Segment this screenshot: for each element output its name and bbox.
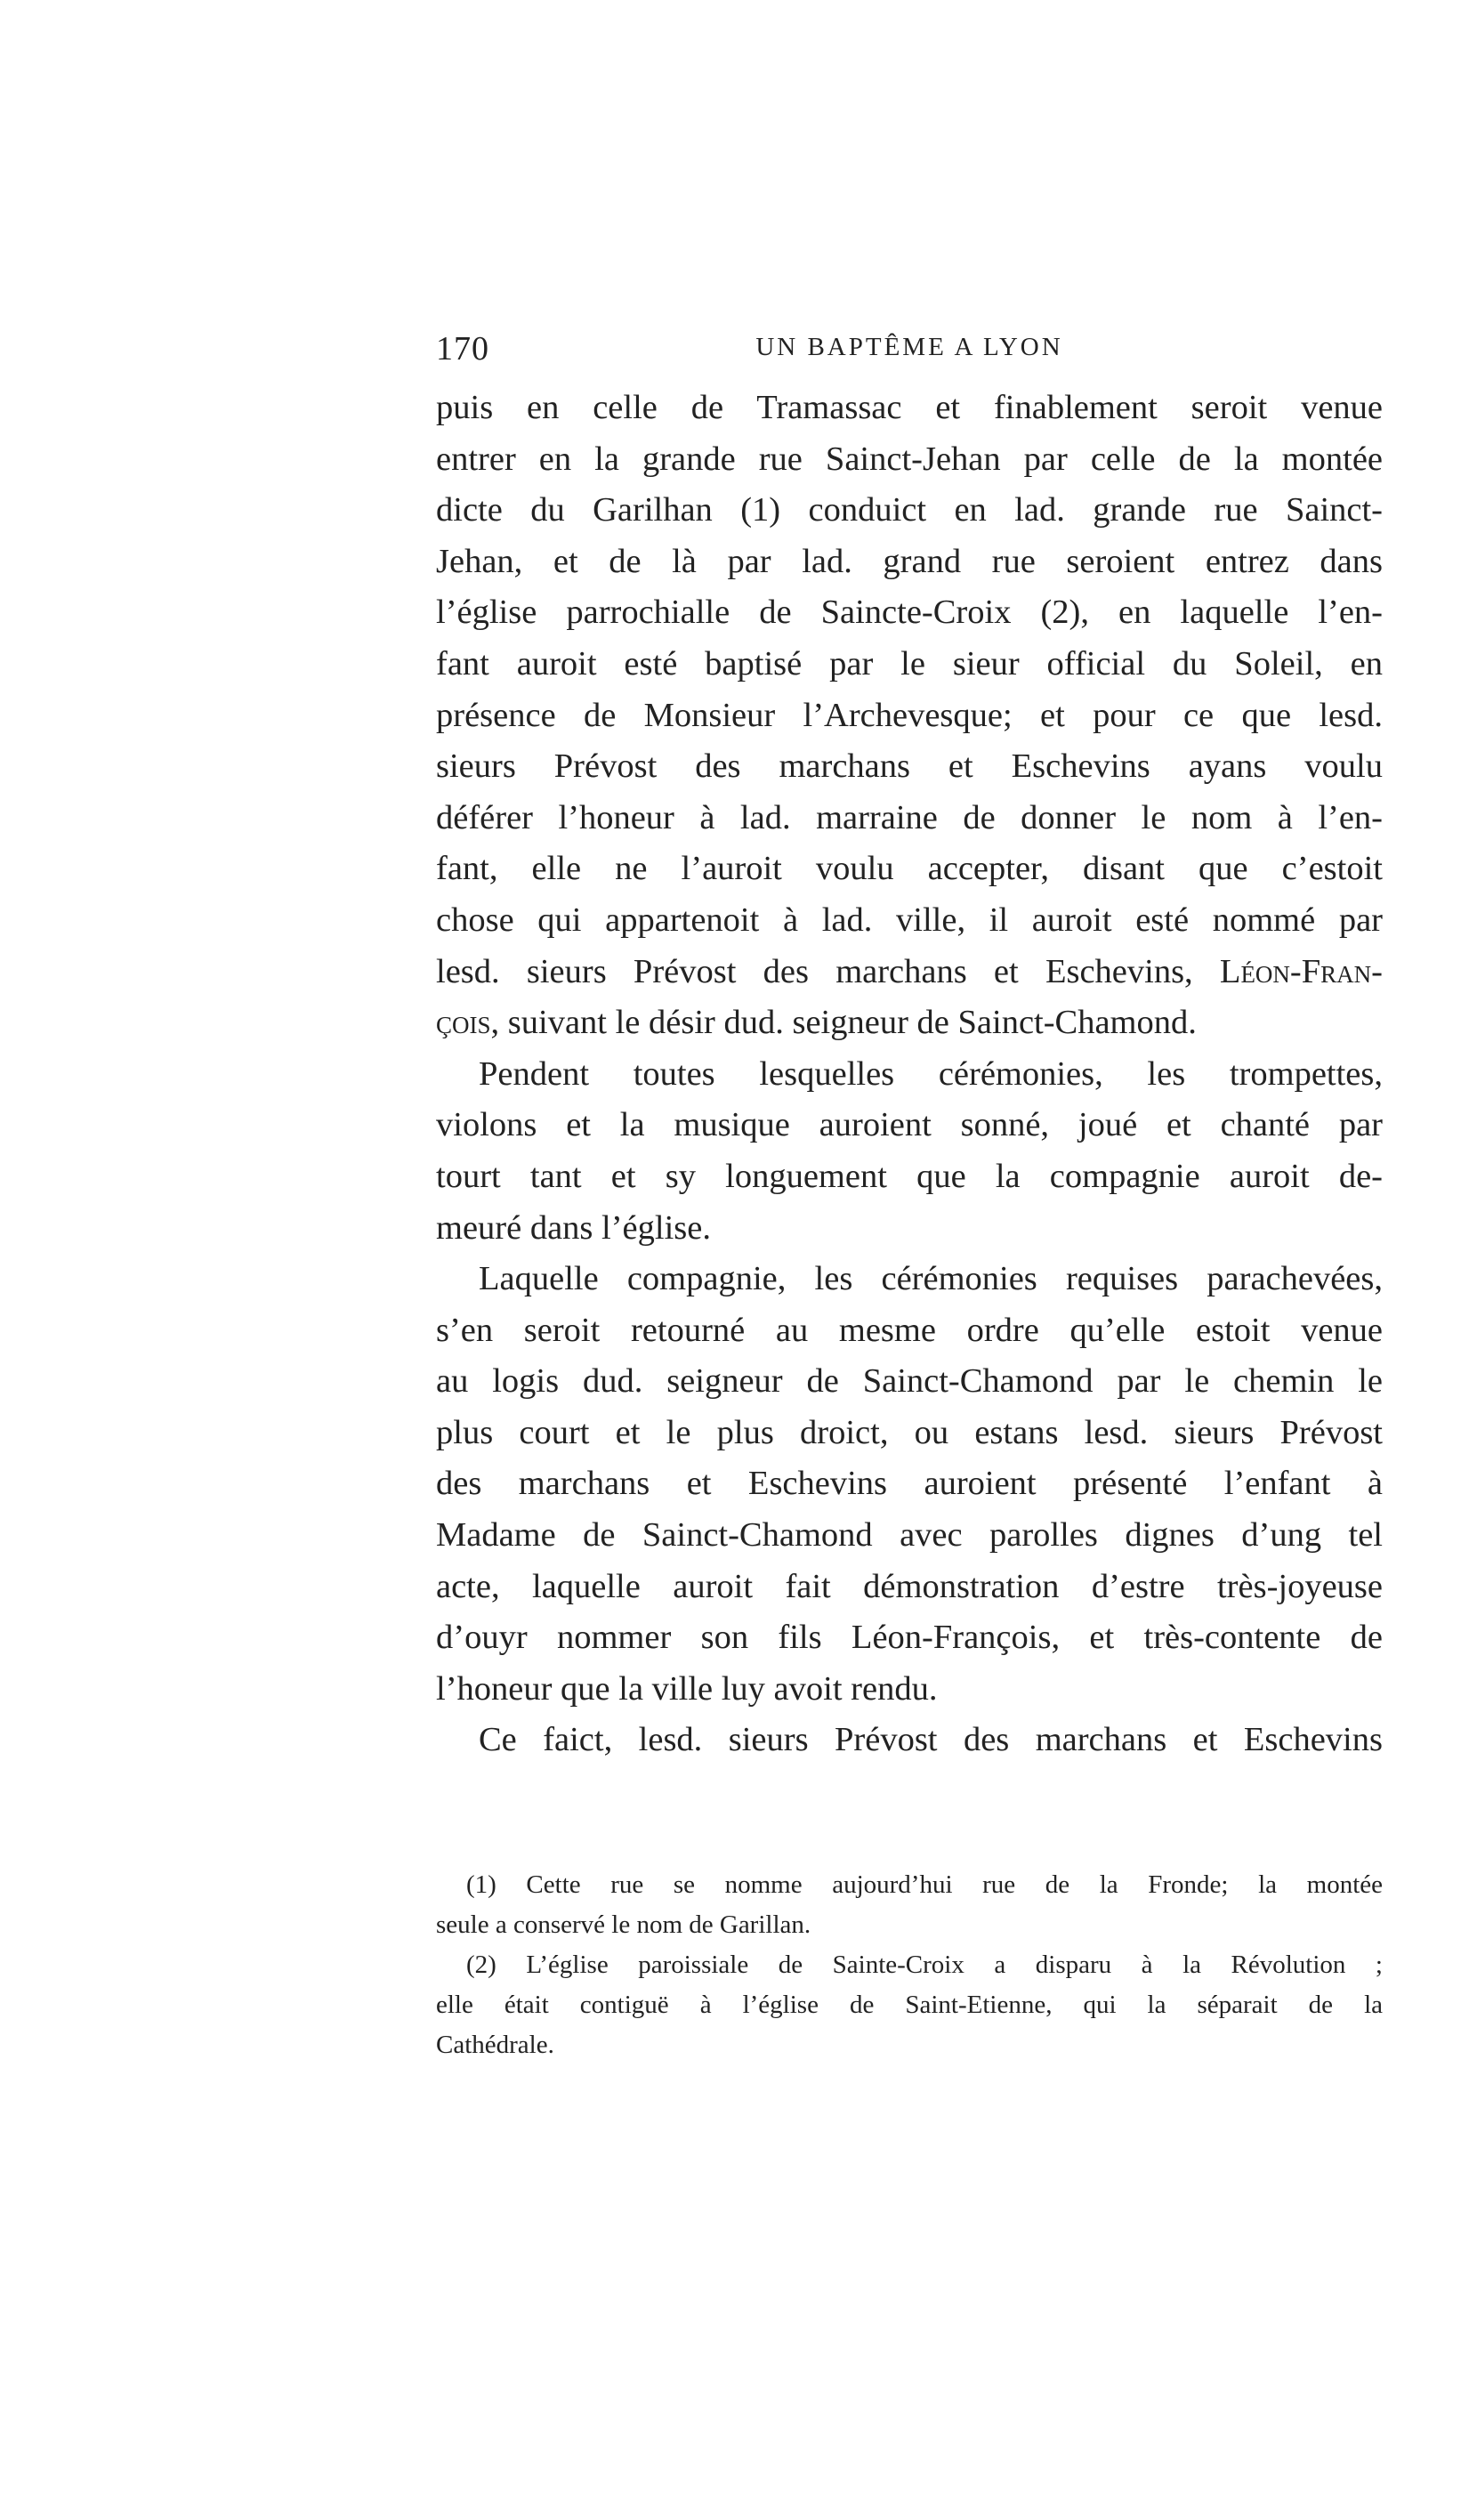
text-line: sieurs Prévost des marchans et Eschevins ayans voulu [436, 747, 1383, 786]
text-line: l’église parrochialle de Saincte-Croix (2), en laquelle l’en- [436, 594, 1383, 632]
paragraph-3 [436, 1254, 1383, 1715]
text-line: Pendent toutes lesquelles cérémonies, les trompettes, [479, 1054, 1383, 1093]
footnote-line: Cathédrale. [436, 2031, 554, 2059]
text-line: violons et la musique auroient sonné, joué et chanté par [436, 1106, 1383, 1144]
text-line: l’honeur que la ville luy avoit rendu. [436, 1669, 938, 1708]
text-line: présence de Monsieur l’Archevesque; et pour ce que lesd. [436, 696, 1383, 734]
text-line: des marchans et Eschevins auroient présenté l’enfant à [436, 1465, 1383, 1503]
footnote-1 [436, 1865, 1383, 1945]
footnote-line: (2) L’église paroissiale de Sainte-Croix a disparu à la Révolution ; [466, 1951, 1383, 1979]
footnotes [436, 1865, 1383, 2065]
page-number: 170 [436, 330, 489, 368]
name-small-caps: çois [436, 1004, 491, 1042]
name-small-caps: Léon-Fran- [1219, 952, 1383, 990]
paragraph-1 [436, 383, 1383, 1049]
body-text [436, 383, 1383, 1766]
page-header [436, 329, 1383, 368]
text-line: acte, laquelle auroit fait démonstration d’estre très-joyeuse [436, 1567, 1383, 1605]
text-line: s’en seroit retourné au mesme ordre qu’elle estoit venue [436, 1311, 1383, 1349]
text-line: au logis dud. seigneur de Sainct-Chamond par le chemin le [436, 1362, 1383, 1401]
text-line: entrer en la grande rue Sainct-Jehan par celle de la montée [436, 440, 1383, 478]
paragraph-4 [436, 1715, 1383, 1766]
running-head: UN BAPTÊME A LYON [755, 333, 1063, 361]
text-line [436, 998, 1383, 1049]
paragraph-2 [436, 1049, 1383, 1254]
text-line: plus court et le plus droict, ou estans lesd. sieurs Prévost [436, 1413, 1383, 1451]
text-line: Jehan, et de là par lad. grand rue seroient entrez dans [436, 542, 1383, 580]
text-line: dicte du Garilhan (1) conduict en lad. grande rue Sainct- [436, 491, 1383, 529]
footnote-line: seule a conservé le nom de Garillan. [436, 1910, 811, 1939]
text-line: puis en celle de Tramassac et finablement seroit venue [436, 389, 1383, 426]
text-line: Ce faict, lesd. sieurs Prévost des marchans et Eschevins [479, 1721, 1383, 1759]
text-line: fant auroit esté baptisé par le sieur official du Soleil, en [436, 644, 1383, 682]
text-line: déférer l’honeur à lad. marraine de donner le nom à l’en- [436, 798, 1383, 836]
line-text: lesd. sieurs Prévost des marchans et Eschevins, [436, 952, 1193, 990]
text-line: fant, elle ne l’auroit voulu accepter, disant que c’estoit [436, 850, 1383, 888]
footnote-line: (1) Cette rue se nomme aujourd’hui rue de la Fronde; la montée [466, 1870, 1383, 1899]
footnote-2 [436, 1945, 1383, 2065]
text-line: Madame de Sainct-Chamond avec parolles dignes d’ung tel [436, 1516, 1383, 1555]
text-line: d’ouyr nommer son fils Léon-François, et très-contente de [436, 1619, 1383, 1657]
text-line: chose qui appartenoit à lad. ville, il auroit esté nommé par [436, 901, 1383, 939]
text-line: meuré dans l’église. [436, 1208, 711, 1247]
text-line [436, 947, 1383, 998]
text-line: tourt tant et sy longuement que la compagnie auroit de- [436, 1157, 1383, 1195]
text-line: Laquelle compagnie, les cérémonies requises parachevées, [479, 1260, 1383, 1298]
line-text: , suivant le désir dud. seigneur de Sainct-Chamond. [490, 1004, 1197, 1042]
footnote-line: elle était contiguë à l’église de Saint-Etienne, qui la séparait de la [436, 1991, 1383, 2019]
